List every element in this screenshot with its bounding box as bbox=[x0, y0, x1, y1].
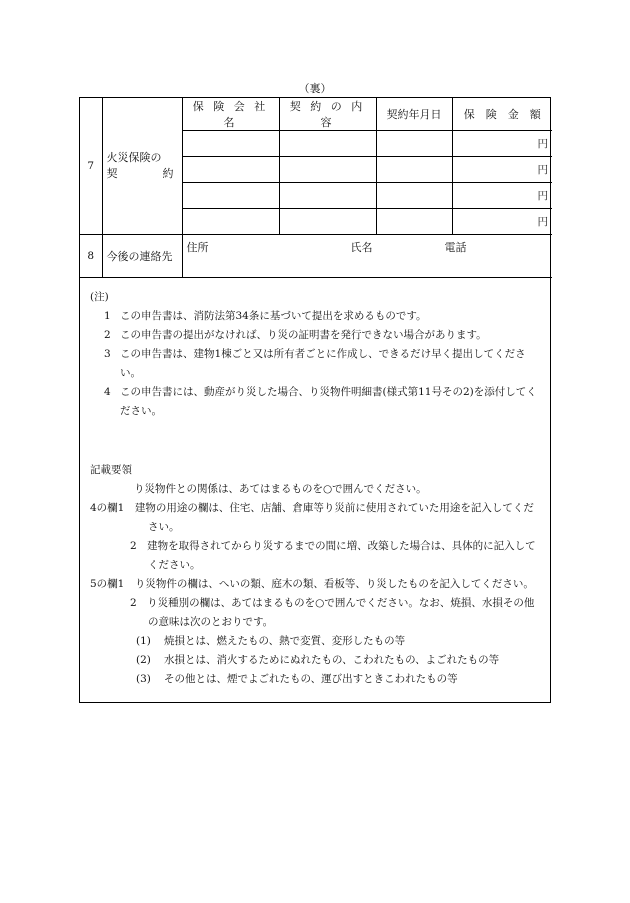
note-number: 1 bbox=[104, 310, 111, 322]
notes-section bbox=[80, 278, 550, 689]
contract-cell[interactable] bbox=[279, 131, 376, 157]
amount-cell[interactable] bbox=[452, 209, 552, 235]
row-8-number: 8 bbox=[80, 235, 102, 278]
note-text: この申告書の提出がなければ、り災の証明書を発行できない場合があります。 bbox=[120, 329, 487, 341]
definition-text: 焼損とは、燃えたもの、熱で変質、変形したもの等 bbox=[164, 635, 406, 647]
yen-unit: 円 bbox=[537, 164, 548, 176]
definition-text: 水損とは、消火するためにぬれたもの、こわれたもの、よごれたもの等 bbox=[164, 654, 500, 666]
form-frame bbox=[79, 97, 551, 703]
note-number: 2 bbox=[104, 329, 111, 341]
name-label: 氏名 bbox=[350, 241, 373, 254]
definition-line bbox=[90, 670, 540, 689]
header-insurer: 保 険 会 社 名 bbox=[182, 98, 279, 131]
fire-insurance-label-line2b: 約 bbox=[162, 167, 174, 180]
phone-label: 電話 bbox=[444, 241, 467, 254]
date-cell[interactable] bbox=[376, 157, 452, 183]
address-label: 住所 bbox=[186, 241, 209, 254]
instruction-line: 4の欄1 建物の用途の欄は、住宅、店舗、倉庫等り災前に使用されていた用途を記入してください。 bbox=[90, 502, 534, 533]
page-side-label: （裏） bbox=[298, 82, 332, 95]
notes-heading: (注) bbox=[90, 291, 109, 303]
note-item bbox=[90, 307, 540, 326]
insurer-cell[interactable] bbox=[182, 183, 279, 209]
definition-number: (1) bbox=[136, 635, 151, 647]
note-number: 3 bbox=[104, 348, 111, 360]
fire-insurance-label bbox=[102, 98, 182, 235]
yen-unit: 円 bbox=[537, 138, 548, 150]
note-number: 4 bbox=[104, 386, 111, 398]
contract-cell[interactable] bbox=[279, 209, 376, 235]
header-amount: 保 険 金 額 bbox=[452, 98, 552, 131]
definition-number: (2) bbox=[136, 654, 151, 666]
contract-cell[interactable] bbox=[279, 183, 376, 209]
instructions-heading: 記載要領 bbox=[90, 464, 132, 476]
instruction-line: 2 り災種別の欄は、あてはまるものを○で囲んでください。なお、焼損、水損その他の意味は次のとおりです。 bbox=[130, 597, 535, 628]
contract-cell[interactable] bbox=[279, 157, 376, 183]
date-cell[interactable] bbox=[376, 183, 452, 209]
date-cell[interactable] bbox=[376, 131, 452, 157]
definition-line bbox=[90, 632, 540, 651]
definition-number: (3) bbox=[136, 673, 151, 685]
note-item bbox=[90, 383, 540, 421]
note-item bbox=[90, 326, 540, 345]
instruction-line: 5の欄1 り災物件の欄は、へいの類、庭木の類、看板等、り災したものを記入してください。 bbox=[90, 578, 534, 590]
insurance-table bbox=[80, 98, 552, 278]
amount-cell[interactable] bbox=[452, 183, 552, 209]
contact-label: 今後の連絡先 bbox=[102, 235, 182, 278]
insurer-cell[interactable] bbox=[182, 209, 279, 235]
row-7-number: 7 bbox=[80, 98, 102, 235]
instruction-line: り災物件との関係は、あてはまるものを○で囲んでください。 bbox=[134, 483, 427, 495]
instruction-line: 2 建物を取得されてからり災するまでの間に増、改築した場合は、具体的に記入してください。 bbox=[130, 540, 536, 571]
note-item bbox=[90, 345, 540, 383]
insurer-cell[interactable] bbox=[182, 131, 279, 157]
note-text: この申告書には、動産がり災した場合、り災物件明細書(様式第11号その2)を添付してください。 bbox=[120, 386, 537, 417]
definition-line bbox=[90, 651, 540, 670]
fire-insurance-label-line2a: 契 bbox=[106, 167, 118, 180]
insurer-cell[interactable] bbox=[182, 157, 279, 183]
amount-cell[interactable] bbox=[452, 131, 552, 157]
definition-text: その他とは、煙でよごれたもの、運び出すときこわれたもの等 bbox=[164, 673, 458, 685]
note-text: この申告書は、消防法第34条に基づいて提出を求めるものです。 bbox=[120, 310, 427, 322]
yen-unit: 円 bbox=[537, 190, 548, 202]
fire-insurance-label-line1: 火災保険の bbox=[106, 151, 162, 164]
amount-cell[interactable] bbox=[452, 157, 552, 183]
contact-field[interactable] bbox=[182, 235, 552, 278]
note-text: この申告書は、建物1棟ごと又は所有者ごとに作成し、できるだけ早く提出してください。 bbox=[120, 348, 526, 379]
yen-unit: 円 bbox=[537, 216, 548, 228]
header-contract: 契 約 の 内 容 bbox=[279, 98, 376, 131]
header-date: 契約年月日 bbox=[376, 98, 452, 131]
date-cell[interactable] bbox=[376, 209, 452, 235]
